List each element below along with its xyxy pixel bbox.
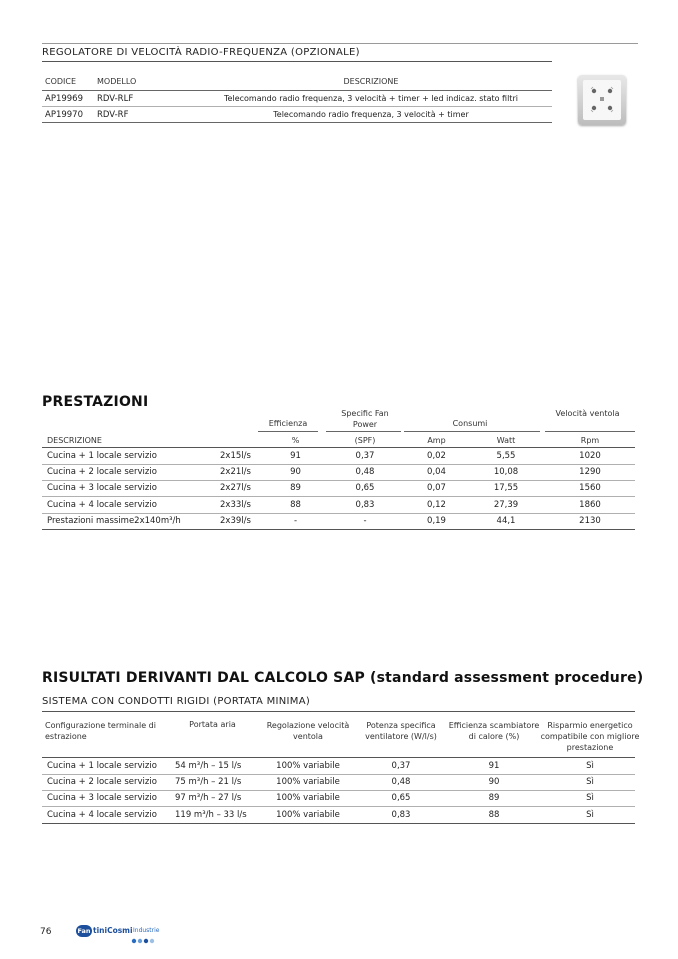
fantini-cosmi-logo [76,925,160,945]
sap-cell-ris: Sì [586,793,594,804]
prestazioni-cell-watt: 27,39 [493,499,519,510]
sap-cell-portata: 54 m³/h – 15 l/s [175,761,242,771]
radio-descrizione: Telecomando radio frequenza, 3 velocità + timer [273,110,469,119]
prestazioni-cell-desc: Cucina + 3 locale servizio [47,483,157,494]
page-number: 76 [40,927,52,937]
header-rpm: Rpm [580,436,600,445]
prestazioni-cell-portata: 2x21l/s [220,467,251,478]
radio-header-descrizione: DESCRIZIONE [343,77,399,86]
prestazioni-cell-spf: 0,37 [355,451,375,461]
prestazioni-cell-portata: 2x15l/s [220,451,251,461]
prestazioni-cell-watt: 17,55 [493,483,519,494]
radio-codice: AP19970 [45,110,83,120]
remote-buttons-icon [583,80,621,120]
sap-header-regolazione: Regolazione velocità ventola [266,721,350,741]
row-divider [42,790,635,791]
sap-header-potenza: Potenza specifica ventilatore (W/l/s) [365,721,437,741]
sap-cell-reg: 100% variabile [276,761,340,771]
sap-cell-ris: Sì [586,777,594,788]
header-efficienza: Efficienza [268,419,308,428]
prestazioni-cell-portata: 2x33l/s [220,499,251,510]
sap-cell-ris: Sì [586,761,594,771]
prestazioni-cell-rpm: 1560 [579,483,601,494]
header-spf: Specific Fan Power [341,409,389,429]
row-divider [42,806,635,807]
sap-cell-pot: 0,83 [391,809,411,820]
header-amp: Amp [427,436,446,445]
sap-cell-portata: 119 m³/h – 33 l/s [175,809,247,820]
sap-cell-reg: 100% variabile [276,793,340,804]
prestazioni-cell-portata: 2x27l/s [220,483,251,494]
prestazioni-cell-watt: 5,55 [496,451,516,461]
prestazioni-cell-eff: 91 [290,451,301,461]
row-divider [42,496,635,497]
sap-cell-ris: Sì [586,809,594,820]
radio-header-modello: MODELLO [97,77,137,86]
sap-cell-config: Cucina + 3 locale servizio [47,793,157,804]
header-consumi: Consumi [452,419,488,428]
prestazioni-cell-watt: 44,1 [496,515,516,526]
sap-header-risparmio: Risparmio energetico compatibile con migliore prestazione [540,721,640,752]
prestazioni-cell-desc: Prestazioni massime2x140m³/h [47,515,181,526]
radio-modello: RDV-RF [97,110,129,120]
prestazioni-cell-rpm: 1020 [579,451,601,461]
sap-header-portata: Portata aria [189,720,236,729]
sap-cell-pot: 0,48 [391,777,411,788]
prestazioni-cell-eff: 89 [290,483,301,494]
prestazioni-cell-amp: 0,04 [427,467,446,478]
sap-cell-reg: 100% variabile [276,809,340,820]
radio-codice: AP19969 [45,94,83,104]
prestazioni-cell-rpm: 2130 [579,515,601,526]
row-divider [42,464,635,465]
sap-cell-portata: 75 m³/h – 21 l/s [175,777,242,788]
prestazioni-cell-desc: Cucina + 4 locale servizio [47,499,157,510]
radio-section-title: REGOLATORE DI VELOCITÀ RADIO-FREQUENZA (OPZIONALE) [42,47,360,58]
prestazioni-cell-desc: Cucina + 2 locale servizio [47,467,157,478]
row-divider [42,774,635,775]
prestazioni-title: PRESTAZIONI [42,394,149,410]
prestazioni-cell-eff: 88 [290,499,301,510]
row-divider [42,480,635,481]
radio-modello: RDV-RLF [97,94,134,104]
header-watt: Watt [496,436,516,445]
sap-cell-reg: 100% variabile [276,777,340,788]
sap-cell-pot: 0,65 [391,793,411,804]
header-perc: % [291,436,300,445]
row-divider [42,513,635,514]
prestazioni-cell-amp: 0,02 [427,451,446,461]
prestazioni-cell-amp: 0,07 [427,483,446,494]
prestazioni-cell-eff: 90 [290,467,301,478]
sap-cell-eff: 91 [488,761,500,771]
sap-header-config: Configurazione terminale di estrazione [45,721,156,741]
prestazioni-cell-rpm: 1290 [579,467,601,478]
sap-cell-pot: 0,37 [391,761,411,771]
prestazioni-cell-watt: 10,08 [493,467,519,478]
logo-badge: Fan [77,927,91,935]
sap-header-efficienza: Efficienza scambiatore di calore (%) [448,721,540,741]
sap-subtitle: SISTEMA CON CONDOTTI RIGIDI (PORTATA MINIMA) [42,696,311,707]
sap-cell-config: Cucina + 1 locale servizio [47,761,157,771]
header-descrizione: DESCRIZIONE [47,436,102,445]
prestazioni-cell-spf: - [363,515,367,526]
sap-cell-eff: 90 [488,777,500,788]
prestazioni-cell-portata: 2x39l/s [220,515,251,526]
prestazioni-cell-amp: 0,12 [427,499,446,510]
prestazioni-cell-eff: - [293,515,298,526]
prestazioni-cell-amp: 0,19 [427,515,446,526]
sap-cell-eff: 89 [488,793,500,804]
sap-cell-portata: 97 m³/h – 27 l/s [175,793,242,804]
sap-title: RISULTATI DERIVANTI DAL CALCOLO SAP (standard assessment procedure) [42,670,644,686]
row-divider [42,529,635,530]
logo-brand: tiniCosmi [93,926,133,935]
prestazioni-cell-spf: 0,83 [355,499,375,510]
header-spf-unit: (SPF) [354,436,376,445]
sap-cell-config: Cucina + 2 locale servizio [47,777,157,788]
row-divider [42,823,635,824]
logo-dots-icon [131,938,157,944]
sap-cell-config: Cucina + 4 locale servizio [47,809,157,820]
prestazioni-cell-rpm: 1860 [579,499,601,510]
sap-cell-eff: 88 [488,809,500,820]
radio-header-codice: CODICE [45,77,77,86]
logo-suffix: Industrie [133,927,160,934]
prestazioni-cell-spf: 0,65 [355,483,375,494]
header-velocita: Velocità ventola [555,409,620,418]
remote-control-image [578,75,626,125]
radio-descrizione: Telecomando radio frequenza, 3 velocità + timer + led indicaz. stato filtri [224,94,518,103]
prestazioni-cell-desc: Cucina + 1 locale servizio [47,451,157,461]
prestazioni-cell-spf: 0,48 [355,467,375,478]
